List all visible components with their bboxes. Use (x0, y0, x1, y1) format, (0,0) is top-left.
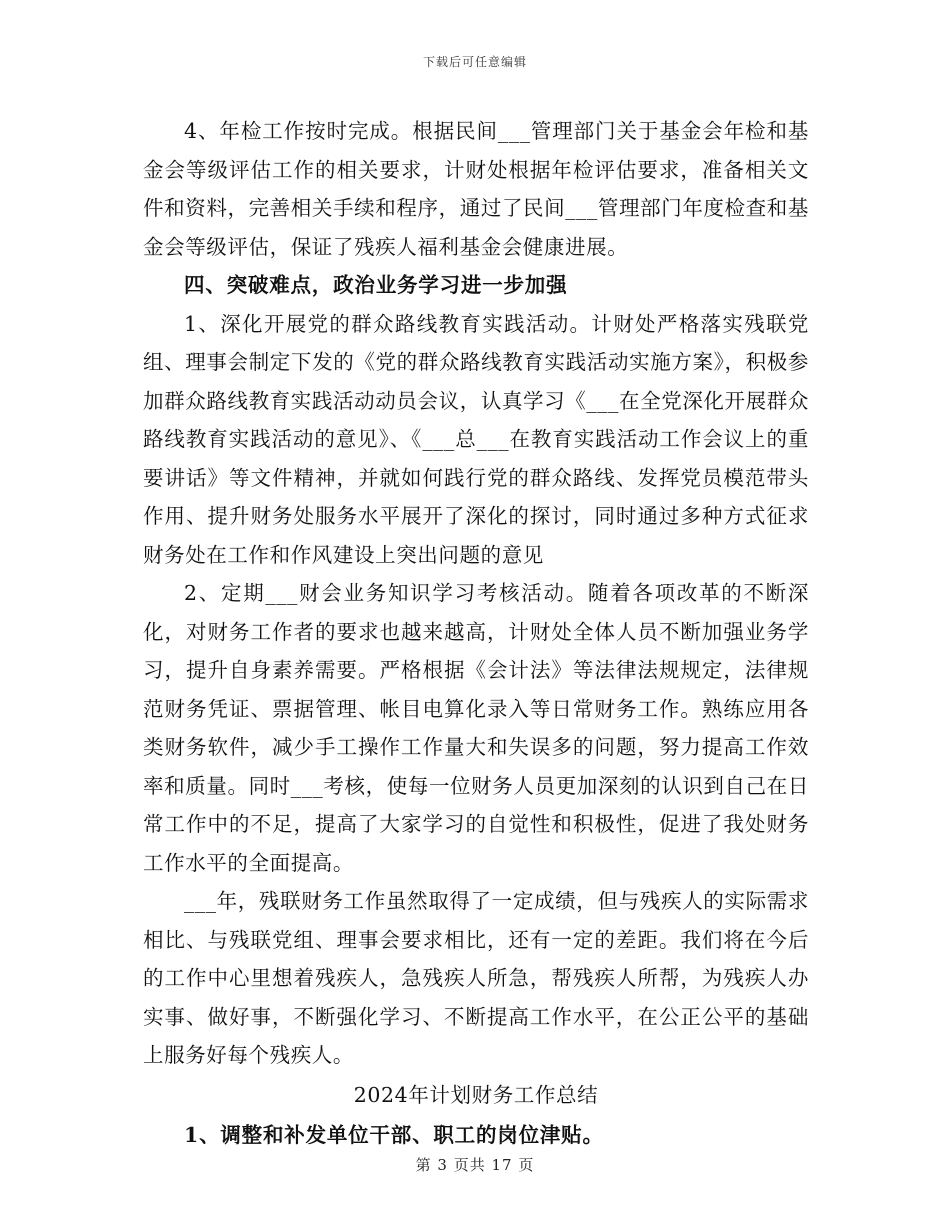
page-footer: 第 3 页共 17 页 (415, 1156, 535, 1174)
paragraph-accounting-training: 2、定期___财会业务知识学习考核活动。随着各项改革的不断深化，对财务工作者的要求也越来越高，计财处全体人员不断加强业务学习，提升自身素养需要。严格根据《会计法》等法律法规规定，法律规范财务凭证、票据管理、帐目电算化录入等日常财务工作。熟练应用各类财务软件，减少手工操作工作量大和失误多的问题，努力提高工作效率和质量。同时___考核，使每一位财务人员更加深刻的认识到自己在日常工作中的不足，提高了大家学习的自觉性和积极性，促进了我处财务工作水平的全面提高。 (143, 581, 809, 875)
item-allowance-adjustment: 1、调整和补发单位干部、职工的岗位津贴。 (184, 1122, 604, 1147)
document-body (143, 112, 809, 1155)
paragraph-mass-line-education: 1、深化开展党的群众路线教育实践活动。计财处严格落实残联党组、理事会制定下发的《党的群众路线教育实践活动实施方案》，积极参加群众路线教育实践活动动员会议，认真学习《___在全党深化开展群众路线教育实践活动的意见》、《___总___在教育实践活动工作会议上的重要讲话》等文件精神，并就如何践行党的群众路线、发挥党员模范带头作用、提升财务处服务水平展开了深化的探讨，同时通过多种方式征求财务处在工作和作风建设上突出问题的意见 (143, 311, 809, 567)
page-header: 下载后可任意编辑 (422, 55, 527, 69)
section-heading-four: 四、突破难点，政治业务学习进一步加强 (184, 273, 568, 297)
document-title: 2024年计划财务工作总结 (353, 1082, 599, 1107)
paragraph-annual-inspection: 4、年检工作按时完成。根据民间___管理部门关于基金会年检和基金会等级评估工作的相关要求，计财处根据年检评估要求，准备相关文件和资料，完善相关手续和程序，通过了民间___管理部门年度检查和基金会等级评估，保证了残疾人福利基金会健康进展。 (143, 119, 809, 259)
paragraph-summary: ___年，残联财务工作虽然取得了一定成绩，但与残疾人的实际需求相比、与残联党组、理事会要求相比，还有一定的差距。我们将在今后的工作中心里想着残疾人，急残疾人所急，帮残疾人所帮，为残疾人办实事、做好事，不断强化学习、不断提高工作水平，在公正公平的基础上服务好每个残疾人。 (143, 889, 809, 1067)
